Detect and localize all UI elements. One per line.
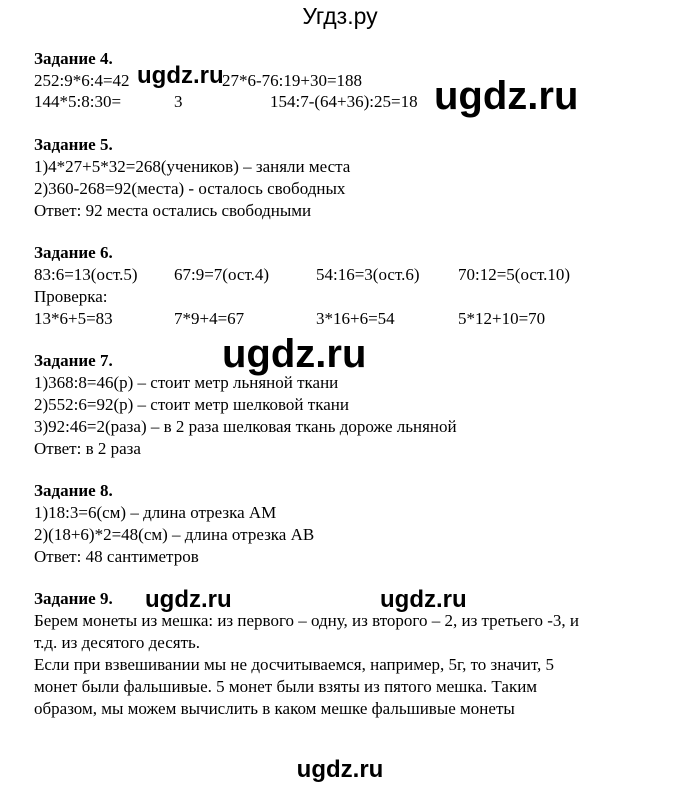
task5-line-1: 1)4*27+5*32=268(учеников) – заняли места (34, 157, 351, 176)
task4-expr-4: 154:7-(64+36):25=18 (270, 92, 418, 111)
task4-expr-3: 144*5:8:30= (34, 92, 122, 111)
task6-check-4: 5*12+10=70 (458, 309, 546, 328)
task8-answer: Ответ: 48 сантиметров (34, 547, 199, 566)
task4-title: Задание 4. (34, 49, 113, 68)
task5-line-2: 2)360-268=92(места) - осталось свободных (34, 179, 346, 198)
watermark-small-2: ugdz.ru (145, 586, 232, 613)
task9-line-5: образом, мы можем вычислить в каком мешке фальшивые монеты (34, 699, 515, 718)
watermark-small-1: ugdz.ru (137, 62, 224, 89)
task6-division-2: 67:9=7(ост.4) (174, 265, 270, 284)
task7-line-2: 2)552:6=92(р) – стоит метр шелковой ткани (34, 395, 349, 414)
task7-answer: Ответ: в 2 раза (34, 439, 141, 458)
task7-line-1: 1)368:8=46(р) – стоит метр льняной ткани (34, 373, 339, 392)
task8-line-1: 1)18:3=6(см) – длина отрезка АМ (34, 503, 277, 522)
task7-title: Задание 7. (34, 351, 113, 370)
task6-check-3: 3*16+6=54 (316, 309, 395, 328)
task6-division-3: 54:16=3(ост.6) (316, 265, 420, 284)
watermark-large-2: ugdz.ru (222, 332, 367, 376)
task6-check-2: 7*9+4=67 (174, 309, 245, 328)
task6-division-1: 83:6=13(ост.5) (34, 265, 138, 284)
task7-line-3: 3)92:46=2(раза) – в 2 раза шелковая ткань дороже льняной (34, 417, 457, 436)
task4-expr-2: 27*6-76:19+30=188 (222, 71, 363, 90)
watermark-large-1: ugdz.ru (434, 74, 579, 118)
site-header: Угдз.ру (302, 3, 378, 29)
task4-expr-1: 252:9*6:4=42 (34, 71, 130, 90)
task9-title: Задание 9. (34, 589, 113, 608)
watermark-small-3: ugdz.ru (380, 586, 467, 613)
task6-check-label: Проверка: (34, 287, 108, 306)
task5-answer: Ответ: 92 места остались свободными (34, 201, 312, 220)
task6-division-4: 70:12=5(ост.10) (458, 265, 571, 284)
task8-title: Задание 8. (34, 481, 113, 500)
site-footer: ugdz.ru (296, 756, 384, 783)
task9-line-3: Если при взвешивании мы не досчитываемся, например, 5г, то значит, 5 (34, 655, 555, 674)
task6-title: Задание 6. (34, 243, 113, 262)
task9-line-1: Берем монеты из мешка: из первого – одну, из второго – 2, из третьего -3, и (34, 611, 580, 630)
task9-line-4: монет были фальшивые. 5 монет были взяты из пятого мешка. Таким (34, 677, 538, 696)
task6-check-1: 13*6+5=83 (34, 309, 113, 328)
task8-line-2: 2)(18+6)*2=48(см) – длина отрезка АВ (34, 525, 315, 544)
task5-title: Задание 5. (34, 135, 113, 154)
task4-answer-3: 3 (174, 92, 183, 111)
task9-line-2: т.д. из десятого десять. (34, 633, 201, 652)
